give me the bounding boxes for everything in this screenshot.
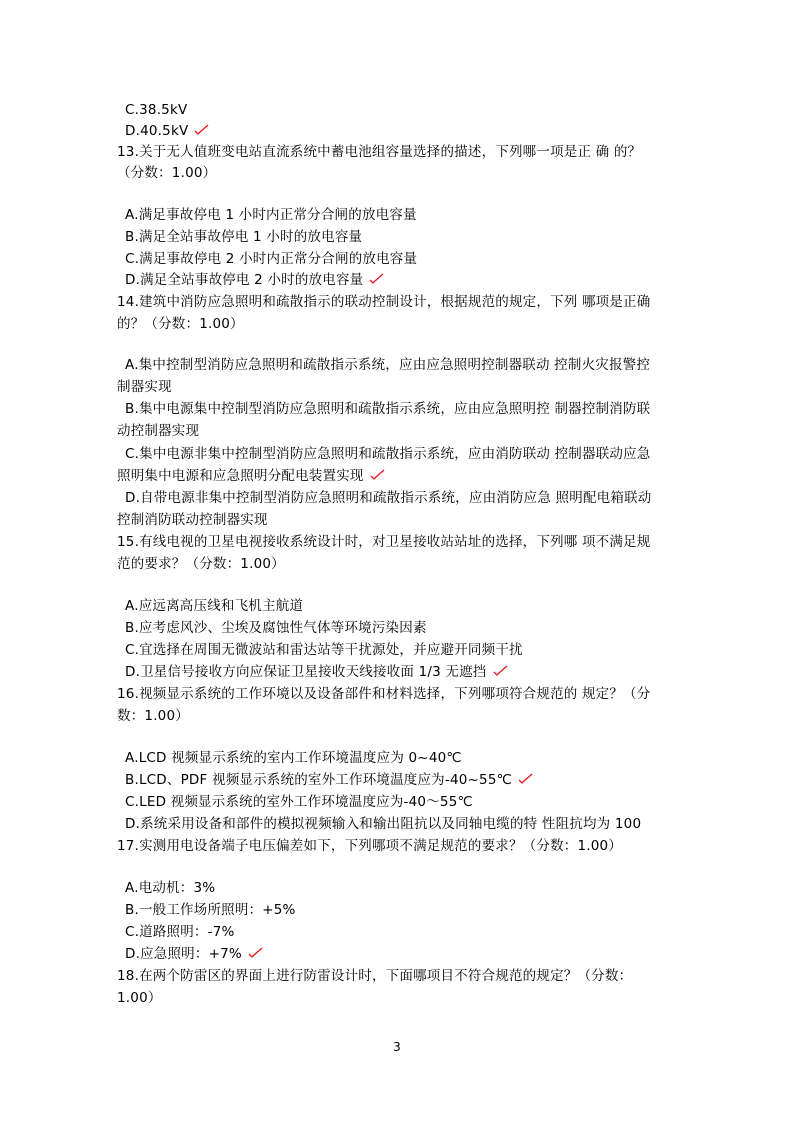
line-text: A.满足事故停电 1 小时内正常分合闸的放电容量 xyxy=(125,207,417,223)
line-text: 控制消防联动控制器实现 xyxy=(117,512,268,528)
answer-option xyxy=(125,878,215,898)
answer-option xyxy=(125,399,650,419)
question-text xyxy=(117,292,650,312)
line-text: C.满足事故停电 2 小时内正常分合闸的放电容量 xyxy=(125,251,418,267)
line-text: D.自带电源非集中控制型消防应急照明和疏散指示系统，应由消防应急 照明配电箱联动 xyxy=(125,490,652,506)
line-text: B.一般工作场所照明：+5% xyxy=(125,902,296,918)
line-text: 动控制器实现 xyxy=(117,423,200,439)
answer-option xyxy=(125,444,651,464)
answer-option xyxy=(125,640,523,660)
line-text: D.系统采用设备和部件的模拟视频输入和输出阻抗以及同轴电缆的特 性阻抗均为 100 xyxy=(125,816,642,832)
line-text: A.LCD 视频显示系统的室内工作环境温度应为 0~40℃ xyxy=(125,750,462,766)
line-text: C.LED 视频显示系统的室外工作环境温度应为-40～55℃ xyxy=(125,794,473,810)
checkmark-icon xyxy=(194,124,210,136)
answer-option xyxy=(125,944,264,964)
line-text: D.应急照明：+7% xyxy=(125,946,242,962)
question-text xyxy=(117,163,216,183)
answer-option xyxy=(125,748,462,768)
line-text: 18.在两个防雷区的界面上进行防雷设计时，下面哪项目不符合规范的规定？（分数： xyxy=(117,968,633,984)
answer-option xyxy=(125,355,650,375)
checkmark-icon xyxy=(370,469,386,481)
question-text xyxy=(117,966,632,986)
checkmark-icon xyxy=(518,773,534,785)
line-text: C.宜选择在周围无微波站和雷达站等干扰源处，并应避开同频干扰 xyxy=(125,642,523,658)
line-text: B.LCD、PDF 视频显示系统的室外工作环境温度应为-40~55℃ xyxy=(125,772,512,788)
line-text: A.集中控制型消防应急照明和疏散指示系统，应由应急照明控制器联动 控制火灾报警控 xyxy=(125,357,651,373)
question-text xyxy=(117,466,386,486)
question-text xyxy=(117,532,650,552)
answer-option xyxy=(125,792,473,812)
checkmark-icon xyxy=(248,947,264,959)
question-text xyxy=(117,554,285,574)
line-text: 的？（分数：1.00） xyxy=(117,316,244,332)
line-text: 14.建筑中消防应急照明和疏散指示的联动控制设计，根据规范的规定，下列 哪项是正确 xyxy=(117,294,651,310)
line-text: A.应远离高压线和飞机主航道 xyxy=(125,598,304,614)
line-text: D.卫星信号接收方向应保证卫星接收天线接收面 1/3 无遮挡 xyxy=(125,664,487,680)
question-text xyxy=(117,706,189,726)
line-text: C.道路照明：-7% xyxy=(125,924,235,940)
answer-option xyxy=(125,596,303,616)
question-text xyxy=(117,836,622,856)
answer-option xyxy=(125,205,417,225)
answer-option xyxy=(125,270,385,290)
line-text: D.满足全站事故停电 2 小时的放电容量 xyxy=(125,272,364,288)
page-number: 3 xyxy=(393,1040,401,1054)
answer-option xyxy=(125,227,362,247)
answer-option xyxy=(125,249,417,269)
answer-option xyxy=(125,814,641,834)
line-text: C.38.5kV xyxy=(125,102,188,118)
line-text: 13.关于无人值班变电站直流系统中蓄电池组容量选择的描述，下列哪一项是正 确 的？ xyxy=(117,144,642,160)
question-text xyxy=(117,510,268,530)
answer-option xyxy=(125,488,651,508)
line-text: 范的要求？（分数：1.00） xyxy=(117,556,285,572)
answer-option xyxy=(125,922,235,942)
line-text: （分数：1.00） xyxy=(117,165,217,181)
line-text: 16.视频显示系统的工作环境以及设备部件和材料选择，下列哪项符合规范的 规定？（分 xyxy=(117,686,651,702)
line-text: 照明集中电源和应急照明分配电装置实现 xyxy=(117,468,364,484)
line-text: 1.00） xyxy=(117,990,162,1006)
line-text: 制器实现 xyxy=(117,379,172,395)
answer-option xyxy=(125,618,427,638)
line-text: B.集中电源集中控制型消防应急照明和疏散指示系统，应由应急照明控 制器控制消防联 xyxy=(125,401,651,417)
line-text: A.电动机：3% xyxy=(125,880,216,896)
line-text: C.集中电源非集中控制型消防应急照明和疏散指示系统，应由消防联动 控制器联动应急 xyxy=(125,446,651,462)
line-text: D.40.5kV xyxy=(125,123,189,139)
line-text: 15.有线电视的卫星电视接收系统设计时，对卫星接收站站址的选择，下列哪 项不满足规 xyxy=(117,534,651,550)
line-text: 17.实测用电设备端子电压偏差如下，下列哪项不满足规范的要求？（分数：1.00） xyxy=(117,838,623,854)
answer-option xyxy=(125,770,534,790)
question-text xyxy=(117,314,244,334)
checkmark-icon xyxy=(369,273,385,285)
question-text xyxy=(117,377,172,397)
answer-option xyxy=(125,662,509,682)
answer-option xyxy=(125,121,210,141)
question-text xyxy=(117,988,162,1008)
question-text xyxy=(117,684,650,704)
question-text xyxy=(117,421,199,441)
checkmark-icon xyxy=(493,665,509,677)
line-text: B.满足全站事故停电 1 小时的放电容量 xyxy=(125,229,363,245)
question-text xyxy=(117,142,641,162)
line-text: 数：1.00） xyxy=(117,708,189,724)
line-text: B.应考虑风沙、尘埃及腐蚀性气体等环境污染因素 xyxy=(125,620,427,636)
answer-option xyxy=(125,900,296,920)
answer-option xyxy=(125,100,187,120)
